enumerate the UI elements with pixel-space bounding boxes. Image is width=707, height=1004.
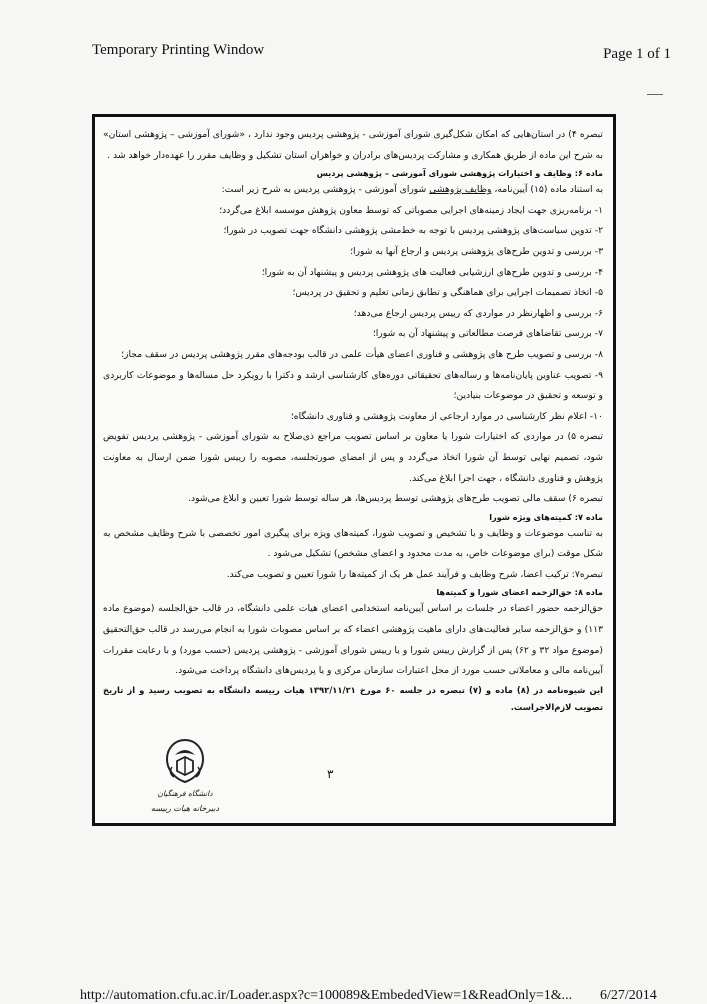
article-8-text: حق‌الزحمه حضور اعضاء در جلسات بر اساس آیین‌نامه استخدامی اعضای هیات علمی دانشگاه، در قالب حق‌الجلسه (موضوع ماده ۱۱۳) و حق‌الزحمه سایر فعالیت‌های دارای ماهیت پژوهشی اعضاء که بر اساس مصوبات شورا به انجام می‌رسد در قالب حق‌التحقیق (موضوع مواد ۳۲ و ۶۲) پس از گزارش رییس شورا و یا رییس شورای آموزشی - پژوهشی پردیس (حسب مورد) و با رعایت مقررات آیین‌نامه مالی و معاملاتی حسب مورد از محل اعتبارات سازمان مرکزی و یا پردیس‌های دانشگاه پرداخت می‌شود. — [103, 603, 603, 677]
note-4: تبصره ۴) در استان‌هایی که امکان شکل‌گیری شورای آموزشی - پژوهشی پردیس وجود ندارد ، «شورای آموزشی – پژوهشی استان» به شرح این ماده از طریق همکاری و مشارکت پردیس‌های برادران و خواهران استان تشکیل و وظایف مقرر را عهده‌دار خواهد شد . — [103, 129, 603, 161]
page-number: ۳ — [327, 767, 334, 781]
window-title: Temporary Printing Window — [92, 42, 265, 58]
seal-text: دانشگاه فرهنگیان — [157, 789, 213, 798]
article-6-intro — [103, 180, 603, 201]
article-7-text: به تناسب موضوعات و وظایف و با تشخیص و تصویب شورا، کمیته‌های ویژه برای پیگیری امور تخصصی با شرح وظایف مشخص به شکل موقت (برای موضوعات خاص، به مدت محدود و اعضای مشخص) تشکیل می‌شود . — [103, 527, 603, 560]
seal-emblem-icon — [162, 737, 208, 785]
footer-url: http://automation.cfu.ac.ir/Loader.aspx?c=100089&EmbededView=1&ReadOnly=1&... — [80, 988, 573, 1003]
list-item: ۱۰- اعلام نظر کارشناسی در موارد ارجاعی از معاونت پژوهشی و فناوری دانشگاه؛ — [290, 410, 603, 422]
article-6-heading: ماده ۶: وظایف و اختیارات پژوهشی شورای آموزشی – پژوهشی پردیس — [316, 168, 603, 179]
note-6: تبصره ۶) سقف مالی تصویب طرح‌های پژوهشی توسط پردیس‌ها، هر ساله توسط شورا تعیین و ابلاغ می‌شود. — [188, 493, 603, 505]
intro-part-b: شورای آموزشی - پژوهشی پردیس به شرح زیر است: — [221, 184, 430, 196]
note-7: تبصره۷: ترکیب اعضا، شرح وظایف و فرآیند عمل هر یک از کمیته‌ها را شورا تعیین و تصویب می‌کند. — [226, 568, 603, 580]
list-item: ۳- بررسی و تدوین طرح‌های پژوهشی پردیس و ارجاع آنها به شورا؛ — [350, 245, 603, 257]
list-item: ۲- تدوین سیاست‌های پژوهشی پردیس با توجه به خط‌مشی پژوهشی دانشگاه جهت تصویب در شورا؛ — [223, 225, 603, 237]
article-8-heading: ماده ۸: حق‌الزحمه اعضای شورا و کمیته‌ها — [436, 587, 603, 598]
article-7-heading: ماده ۷: کمیته‌های ویژه شورا — [489, 511, 603, 522]
intro-part-a: به استناد ماده (۱۵) آیین‌نامه، — [491, 184, 603, 196]
note-5: تبصره ۵) در مواردی که اختیارات شورا یا معاون بر اساس تصویب مراجع ذی‌صلاح به شورای آموزشی - پژوهشی پردیس تفویض شود، تصمیم نهایی توسط آن شورا اتخاذ می‌گردد و پس از امضای صورتجلسه، مصوبه را رییس شورا ضمن ارسال به معاونت پژوهش و فناوری دانشگاه ، جهت اجرا ابلاغ می‌کند. — [103, 431, 603, 484]
header-dash — [647, 94, 663, 95]
list-item: ۹- تصویب عناوین پایان‌نامه‌ها و رساله‌های تحقیقاتی دوره‌های کارشناسی ارشد و دکترا با رویکرد حل مساله‌ها و موضوعات کاربردی و توسعه و تحقیق در موضوعات بنیادین؛ — [103, 369, 603, 402]
list-item: ۵- اتخاذ تصمیمات اجرایی برای هماهنگی و تطابق زمانی تعلیم و تحقیق در پردیس؛ — [292, 287, 603, 299]
list-item: ۴- بررسی و تدوین طرح‌های ارزشیابی فعالیت های پژوهشی پردیس و پیشنهاد آن به شورا؛ — [261, 266, 603, 278]
signature: دبیرخانه هیات رییسه — [150, 804, 220, 813]
list-item: ۶- بررسی و اظهارنظر در مواردی که رییس پردیس ارجاع می‌دهد؛ — [353, 307, 603, 319]
document-body — [103, 125, 603, 716]
list-item: ۸- بررسی و تصویب طرح های پژوهشی و فناوری اعضای هیأت علمی در قالب بودجه‌های مقرر پژوهشی پردیس در سقف مجاز؛ — [121, 348, 603, 360]
intro-underlined: وظایف پژوهشی — [429, 184, 492, 196]
approval-statement: این شیوه‌نامه در (۸) ماده و (۷) تبصره در جلسه ۶۰ مورخ ۱۳۹۲/۱۱/۲۱ هیات رییسه دانشگاه به تصویب رسید و از تاریخ تصویب لازم‌الاجراست. — [103, 684, 604, 712]
footer-date: 6/27/2014 — [600, 988, 657, 1003]
list-item: ۷- بررسی تقاضاهای فرصت مطالعاتی و پیشنهاد آن به شورا؛ — [372, 328, 603, 340]
list-item: ۱- برنامه‌ریزی جهت ایجاد زمینه‌های اجرایی مصوباتی که توسط معاون پژوهش موسسه ابلاغ می‌گردد؛ — [219, 204, 603, 216]
document-frame — [92, 114, 616, 826]
page-indicator: Page 1 of 1 — [603, 46, 671, 62]
university-seal — [145, 737, 225, 821]
